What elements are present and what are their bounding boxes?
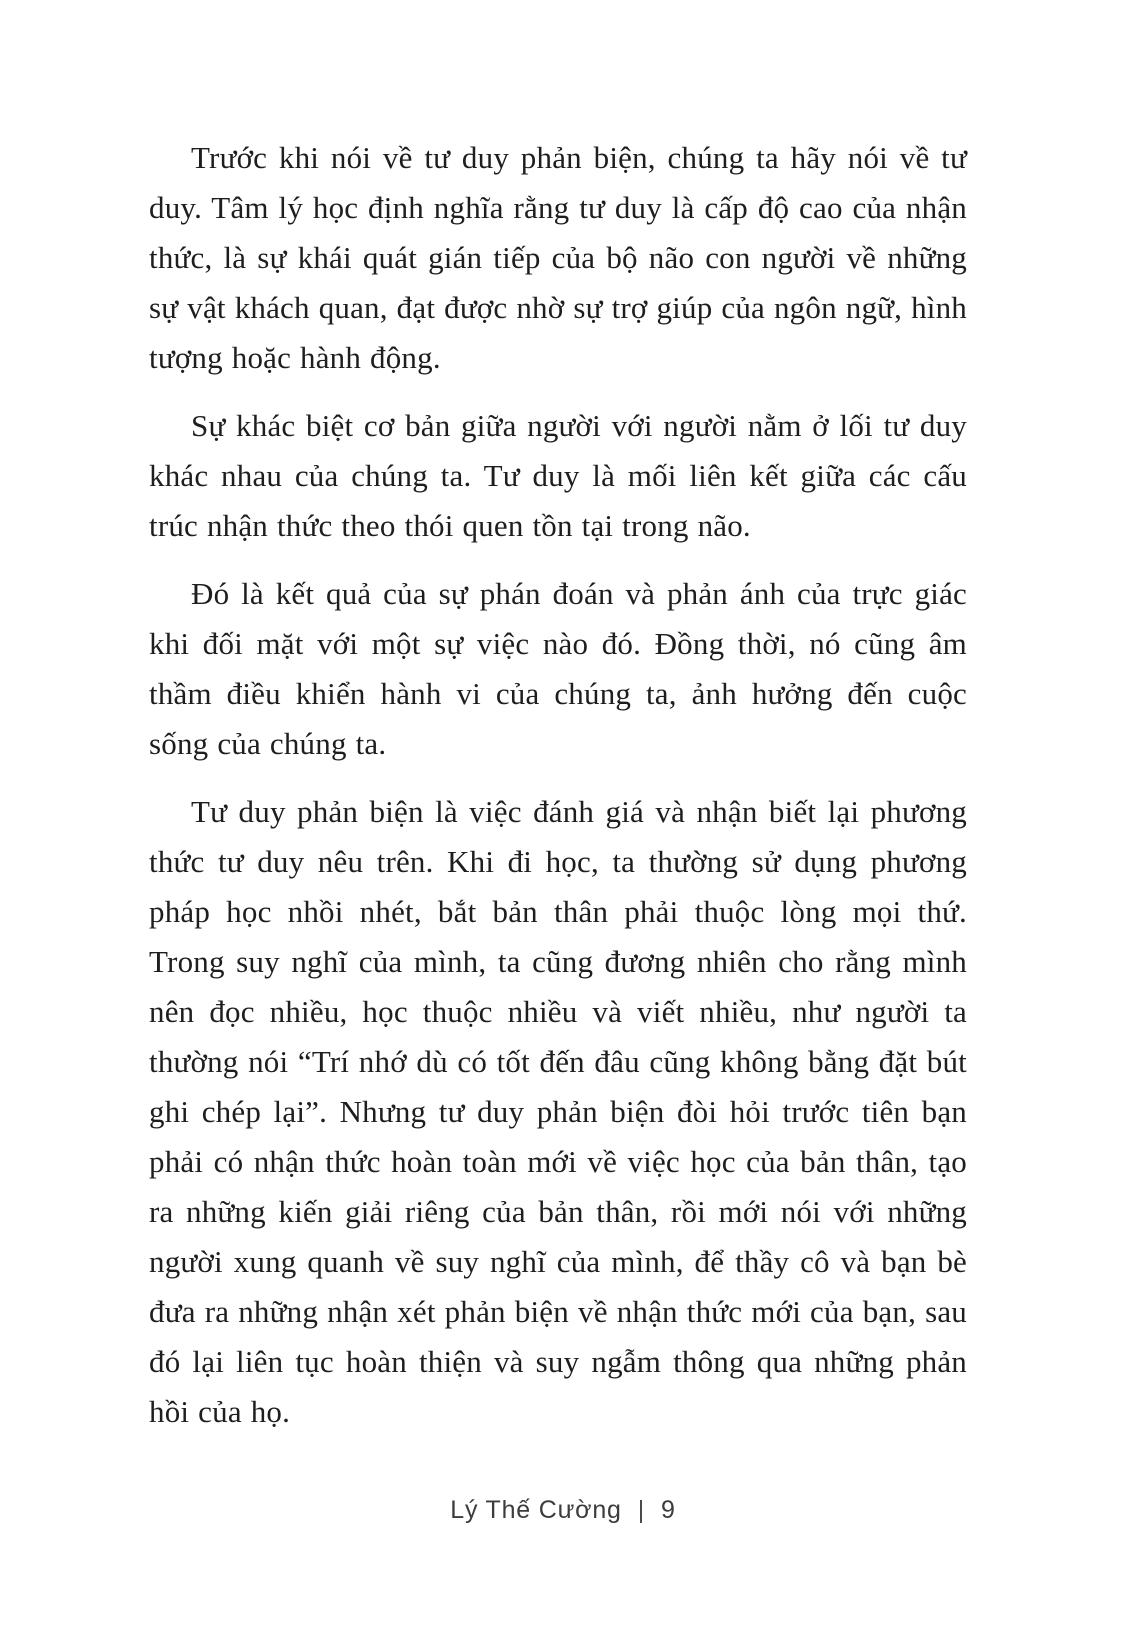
footer-page-number: 9 — [661, 1496, 676, 1524]
paragraph-1: Trước khi nói về tư duy phản biện, chúng ta hãy nói về tư duy. Tâm lý học định nghĩa rằng tư duy là cấp độ cao của nhận thức, là sự khái quát gián tiếp của bộ não con người về những sự vật khách quan, đạt được nhờ sự trợ giúp của ngôn ngữ, hình tượng hoặc hành động. — [149, 140, 967, 375]
paragraph-3: Đó là kết quả của sự phán đoán và phản ánh của trực giác khi đối mặt với một sự việc nào đó. Đồng thời, nó cũng âm thầm điều khiển hành vi của chúng ta, ảnh hưởng đến cuộc sống của chúng ta. — [149, 576, 967, 761]
paragraph-4: Tư duy phản biện là việc đánh giá và nhận biết lại phương thức tư duy nêu trên. Khi đi học, ta thường sử dụng phương pháp học nhồi nhét, bắt bản thân phải thuộc lòng mọi thứ. Trong suy nghĩ của mình, ta cũng đương nhiên cho rằng mình nên đọc nhiều, học thuộc nhiều và viết nhiều, như người ta thường nói “Trí nhớ dù có tốt đến đâu cũng không bằng đặt bút ghi chép lại”. Nhưng tư duy phản biện đòi hỏi trước tiên bạn phải có nhận thức hoàn toàn mới về việc học của bản thân, tạo ra những kiến giải riêng của bản thân, rồi mới nói với những người xung quanh về suy nghĩ của mình, để thầy cô và bạn bè đưa ra những nhận xét phản biện về nhận thức mới của bạn, sau đó lại liên tục hoàn thiện và suy ngẫm thông qua những phản hồi của họ. — [149, 794, 967, 1429]
footer-author: Lý Thế Cường — [450, 1496, 622, 1524]
page-footer — [0, 1496, 1126, 1525]
footer-separator: | — [637, 1496, 646, 1524]
paragraph-2: Sự khác biệt cơ bản giữa người với người nằm ở lối tư duy khác nhau của chúng ta. Tư duy là mối liên kết giữa các cấu trúc nhận thức theo thói quen tồn tại trong não. — [149, 408, 967, 543]
body-text — [149, 133, 967, 1455]
